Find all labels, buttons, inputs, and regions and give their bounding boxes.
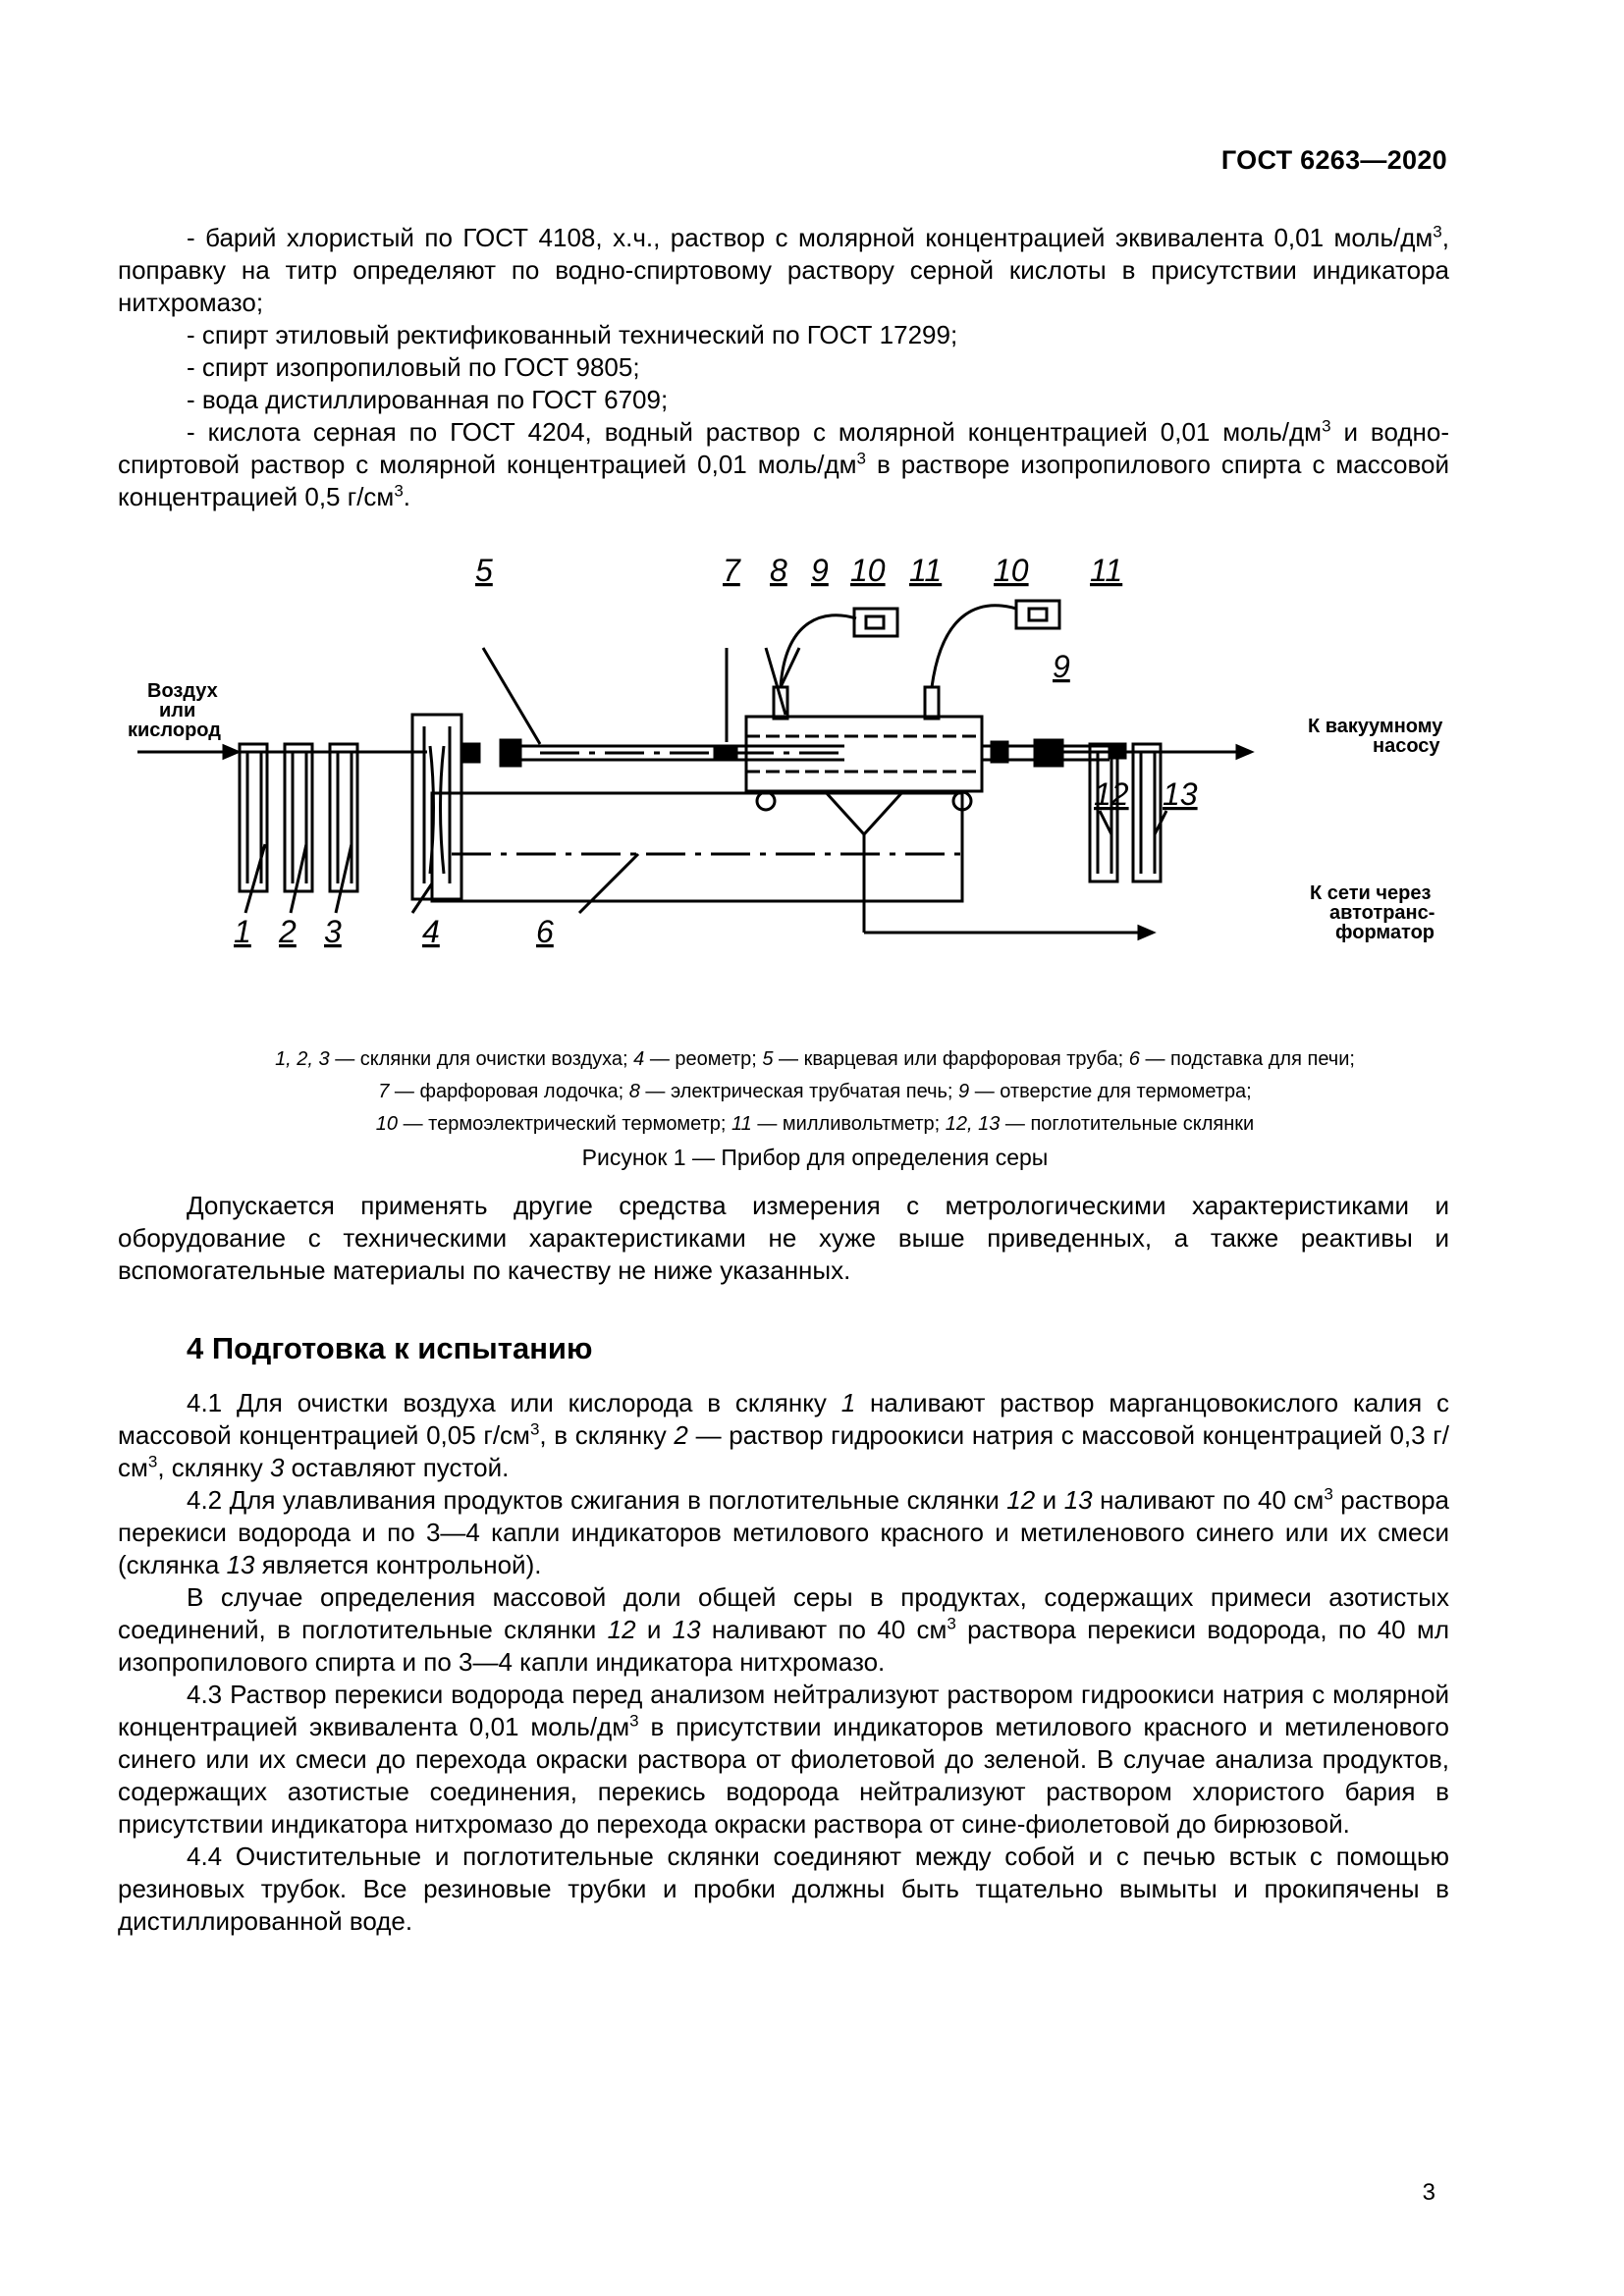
figure-caption: Рисунок 1 — Прибор для определения серы <box>581 1145 1049 1170</box>
list-item: - спирт изопропиловый по ГОСТ 9805; <box>187 352 640 382</box>
reagent-list <box>118 222 1449 513</box>
power-label: автотранс- <box>1329 902 1435 924</box>
list-item: - спирт этиловый ректификованный технический по ГОСТ 17299; <box>187 320 958 349</box>
inlet-label: Воздух <box>147 680 218 702</box>
callout-number: 10 <box>850 553 886 588</box>
callout-number: 4 <box>422 914 440 949</box>
list-item: - барий хлористый по ГОСТ 4108, х.ч., раствор с молярной концентрацией эквивалента 0,01 моль/$дм^3$, поправку на титр определяют по водно-спиртовому раствору серной кислоты в присутствии индикатора нитхромазо; <box>118 222 1449 317</box>
paragraph-4-2: 4.2 Для улавливания продуктов сжигания в поглотительные склянки 12 и 13 наливают по 40 $см^3$ раствора перекиси водорода и по 3—4 капли индикаторов метилового красного и метиленового синего или их смеси (склянка 13 является контрольной). <box>118 1484 1450 1579</box>
callout-number: 9 <box>1053 649 1070 684</box>
callout-number: 11 <box>1090 553 1123 588</box>
power-label: К сети через <box>1310 882 1432 904</box>
power-label: форматор <box>1335 922 1435 943</box>
inlet-label: или <box>159 700 196 721</box>
section-body <box>118 1387 1449 1938</box>
callout-number: 11 <box>909 553 943 588</box>
callout-number: 9 <box>811 553 829 588</box>
callout-number: 7 <box>723 553 740 588</box>
callout-number: 1 <box>234 914 251 949</box>
apparatus-diagram <box>118 550 1512 972</box>
callout-number: 3 <box>324 914 342 949</box>
callout-number: 12 <box>1094 776 1129 812</box>
paragraph-4-2-extra: В случае определения массовой доли общей серы в продуктах, содержащих примеси азотистых соединений, в поглотительные склянки 12 и 13 наливают по 40 $см^3$ раствора перекиси водорода, по 40 мл изопропилового спирта и по 3—4 капли индикатора нитхромазо. <box>118 1582 1449 1677</box>
outlet-label: К вакуумному <box>1308 716 1443 737</box>
callout-number: 8 <box>770 553 787 588</box>
callout-number: 13 <box>1163 776 1198 812</box>
outlet-label: насосу <box>1373 735 1440 757</box>
callout-number: 5 <box>475 553 493 588</box>
note-paragraph: Допускается применять другие средства измерения с метрологическими характеристиками и оборудование с техническими характеристиками не хуже выше приведенных, а также реактивы и вспомогательные материалы по качеству не ниже указанных. <box>118 1191 1449 1285</box>
paragraph-4-3: 4.3 Раствор перекиси водорода перед анализом нейтрализуют раствором гидроокиси натрия с молярной концентрацией эквивалента 0,01 моль/$дм^3$ в присутствии индикаторов метилового красного и метиленового синего или их смеси до перехода окраски раствора от фиолетовой до зеленой. В случае анализа продуктов, содержащих азотистые соединения, перекись водорода нейтрализуют раствором хлористого бария в присутствии индикатора нитхромазо до перехода окраски раствора от сине-фиолетовой до бирюзовой. <box>118 1680 1449 1839</box>
paragraph-4-1: 4.1 Для очистки воздуха или кислорода в склянку 1 наливают раствор марганцовокислого калия с массовой концентрацией 0,05 $г/см^3$, в склянку 2 — раствор гидроокиси натрия с массовой концентрацией 0,3 $г/см^3$, склянку 3 оставляют пустой. <box>118 1388 1449 1482</box>
document-header: ГОСТ 6263—2020 <box>1220 145 1447 175</box>
list-item: - кислота серная по ГОСТ 4204, водный раствор с молярной концентрацией 0,01 моль/$дм^3$ и водно-спиртовой раствор с молярной концентрацией 0,01 моль/$дм^3$ в растворе изопропилового спирта с массовой концентрацией 0,5 $г/см^3$. <box>118 416 1450 511</box>
section-title: 4 Подготовка к испытанию <box>187 1331 593 1365</box>
page-number: 3 <box>1422 2179 1435 2206</box>
list-item: - вода дистиллированная по ГОСТ 6709; <box>187 385 669 414</box>
figure-legend: 1, 2, 3 — склянки для очистки воздуха; 4 — реометр; 5 — кварцевая или фарфоровая труба; 6 — подставка для печи; 7 — фарфоровая лодочка; 8 — электрическая трубчатая печь; 9 — отверстие для термометра; 10 — термоэлектрический термометр; 11 — милливольтметр; 12, 13 — поглотительные склянки <box>275 1048 1355 1135</box>
paragraph-4-4: 4.4 Очистительные и поглотительные склянки соединяют между собой и с печью встык с помощью резиновых трубок. Все резиновые трубки и пробки должны быть тщательно вымыты и прокипячены в дистиллированной воде. <box>118 1842 1449 1936</box>
inlet-label: кислород <box>128 720 221 741</box>
callout-number: 2 <box>279 914 297 949</box>
callout-number: 6 <box>536 914 554 949</box>
callout-number: 10 <box>994 553 1029 588</box>
